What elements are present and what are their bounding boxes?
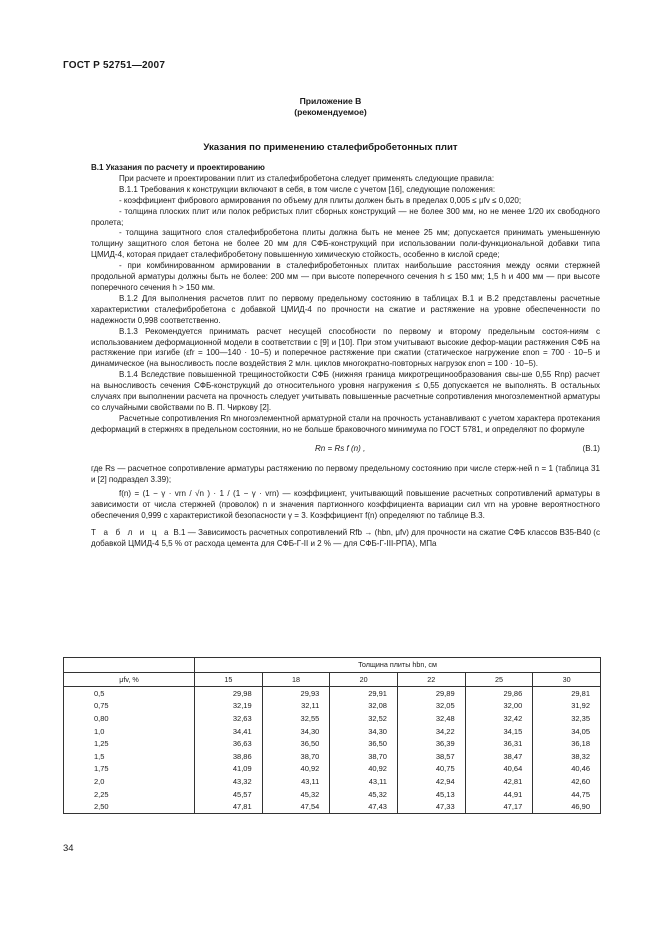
- table-cell: 29,91: [330, 687, 398, 700]
- table-cell: 45,32: [262, 788, 330, 801]
- table-cell: 47,17: [465, 800, 533, 813]
- table-cell: 32,11: [262, 700, 330, 713]
- table-cell: 38,70: [262, 750, 330, 763]
- table-cell: 40,75: [397, 763, 465, 776]
- table-cell: 36,50: [330, 737, 398, 750]
- table-row: [64, 775, 601, 788]
- table-row: [64, 800, 601, 813]
- table-cell: 32,05: [397, 700, 465, 713]
- paragraph-b12: В.1.2 Для выполнения расчетов плит по первому предельному состоянию в таблицах В.1 и В.2 представлены расчетные характеристики сталефибробетона с добавкой ЦМИД-4 по прочности на сжатие и растяжение на уровне обеспеченности по надежности 0,998 соответственно.: [91, 293, 600, 325]
- table-cell: 47,81: [195, 800, 263, 813]
- table-caption: [91, 528, 600, 550]
- table-cell: 32,42: [465, 712, 533, 725]
- table-cell: 42,60: [533, 775, 601, 788]
- table-column-header-row: [64, 672, 601, 687]
- table-cell: 29,86: [465, 687, 533, 700]
- table-cell: 46,90: [533, 800, 601, 813]
- document-header: ГОСТ Р 52751—2007: [63, 60, 166, 71]
- paragraph-b11-d: - при комбинированном армировании в сталефибробетонных плитах наибольшие расстояния между осями стержней продольной арматуры должны быть не более: 200 мм — при высоте поперечного сечения h ≤ 150 мм; 1,5 h и 400 мм — при высоте поперечного сечения h > 150 мм.: [91, 261, 600, 292]
- table-cell: 38,70: [330, 750, 398, 763]
- table-cell: 42,94: [397, 775, 465, 788]
- table-row: [64, 763, 601, 776]
- table-column-header: 22: [397, 672, 465, 687]
- table-cell: 38,32: [533, 750, 601, 763]
- table-row-label: 1,5: [64, 750, 195, 763]
- table-cell: 43,32: [195, 775, 263, 788]
- formula-expression: Rn = Rs f (n) ,: [315, 443, 366, 453]
- table-cell: 36,63: [195, 737, 263, 750]
- table-b1: [63, 657, 601, 814]
- table-row-label: 1,25: [64, 737, 195, 750]
- table-cell: 43,11: [330, 775, 398, 788]
- table-column-header: 15: [195, 672, 263, 687]
- table-cell: 32,48: [397, 712, 465, 725]
- paragraph-rs: Расчетные сопротивления Rn многоэлементной арматурной стали на прочность устанавливают с учетом характера протекания деформаций в стержнях в предельном состоянии, но не больше браковочного минимума по ГОСТ 5781, и определяют по формуле: [91, 413, 600, 434]
- table-cell: 45,13: [397, 788, 465, 801]
- table-corner: [64, 658, 195, 673]
- table-row-label: 2,50: [64, 800, 195, 813]
- table-body: [64, 687, 601, 814]
- paragraph-intro: При расчете и проектировании плит из сталефибробетона следует применять следующие правила:: [119, 173, 495, 183]
- paragraph-b11-b: - толщина плоских плит или полок ребристых плит сборных конструкций — не более 300 мм, но не менее 1/20 их свободного пролета;: [91, 206, 600, 227]
- page-number: 34: [63, 843, 74, 854]
- table-cell: 34,30: [330, 725, 398, 738]
- body-text: [91, 163, 600, 550]
- table-cell: 36,18: [533, 737, 601, 750]
- table-cell: 34,41: [195, 725, 263, 738]
- table-row: [64, 700, 601, 713]
- appendix-subtitle: (рекомендуемое): [294, 107, 367, 117]
- table-column-header: 20: [330, 672, 398, 687]
- table-row-label: 2,0: [64, 775, 195, 788]
- table-cell: 32,52: [330, 712, 398, 725]
- table-row-label: 0,80: [64, 712, 195, 725]
- table-caption-lead: Т а б л и ц а: [91, 528, 172, 538]
- table-row: [64, 737, 601, 750]
- formula-b1: [91, 436, 600, 464]
- table-cell: 43,11: [262, 775, 330, 788]
- table-cell: 36,39: [397, 737, 465, 750]
- table-cell: 38,57: [397, 750, 465, 763]
- table-column-header: 30: [533, 672, 601, 687]
- table-cell: 44,91: [465, 788, 533, 801]
- table-cell: 40,92: [262, 763, 330, 776]
- table-cell: 32,63: [195, 712, 263, 725]
- table-group-header: Толщина плиты hbn, см: [195, 658, 601, 673]
- table-row-label: 1,75: [64, 763, 195, 776]
- paragraph-b11-a: - коэффициент фибрового армирования по объему для плиты должен быть в пределах 0,005 ≤ μfv ≤ 0,020;: [119, 195, 522, 205]
- table-cell: 36,50: [262, 737, 330, 750]
- table-row: [64, 725, 601, 738]
- table-cell: 36,31: [465, 737, 533, 750]
- table-cell: 40,64: [465, 763, 533, 776]
- table-row: [64, 750, 601, 763]
- table-cell: 40,92: [330, 763, 398, 776]
- table-cell: 38,86: [195, 750, 263, 763]
- table-cell: 31,92: [533, 700, 601, 713]
- table-cell: 40,46: [533, 763, 601, 776]
- table-cell: 47,33: [397, 800, 465, 813]
- table-cell: 32,55: [262, 712, 330, 725]
- table-cell: 32,35: [533, 712, 601, 725]
- table-column-header: 18: [262, 672, 330, 687]
- table-cell: 47,54: [262, 800, 330, 813]
- table-caption-text: В.1 — Зависимость расчетных сопротивлений Rfb → (hbn, μfv) для прочности на сжатие СФБ классов В35-В40 (с добавкой ЦМИД-4 5,5 % от расхода цемента для СФБ-Г-II и 2 % — для СФБ-Г-III-РПА), МПа: [91, 528, 600, 549]
- paragraph-b11: В.1.1 Требования к конструкции включают в себя, в том числе с учетом [16], следующие положения:: [119, 184, 496, 194]
- table-cell: 44,75: [533, 788, 601, 801]
- table-row-header: μfv, %: [64, 672, 195, 687]
- table-cell: 29,89: [397, 687, 465, 700]
- paragraph-b14: В.1.4 Вследствие повышенной трещиностойкости СФБ (нижняя граница микротрещинообразования свы-ше 0,55 Rnp) расчет на выносливость сечения СФБ-конструкций до относительного уровня нагружения ≤ 0,55 допускается не выполнять. В остальных случаях при выполнении расчета на прочность следует учитывать повышенные расчетные сопротивления многоэлементной арматуры со случайными свойствами по В. П. Чиркову [2].: [91, 370, 600, 412]
- table-cell: 47,43: [330, 800, 398, 813]
- formula-number: (В.1): [582, 443, 600, 453]
- table-column-header: 25: [465, 672, 533, 687]
- table-row: [64, 788, 601, 801]
- table-cell: 34,05: [533, 725, 601, 738]
- table-cell: 32,08: [330, 700, 398, 713]
- paragraph-b13: В.1.3 Рекомендуется принимать расчет несущей способности по первому и второму предельным состоя-ниям с использованием деформационной модели в соответствии с [9] и [10]. При этом учитывают высокие дефор-мации растяжения СФБ на растяжение при изгибе (εfr = 100—140 · 10−5) и поперечное растяжение при сжатии (статическое нагружение εnon = 700 · 10−5 и динамическое (на выносливость после воздействия 2 млн. циклов многократно-повторных нагрузок εnon = 100 · 10−5).: [91, 326, 600, 369]
- table-cell: 34,22: [397, 725, 465, 738]
- appendix-title: Приложение В: [299, 96, 362, 106]
- table-cell: 29,81: [533, 687, 601, 700]
- table-cell: 45,32: [330, 788, 398, 801]
- table-row-label: 0,75: [64, 700, 195, 713]
- table-cell: 42,81: [465, 775, 533, 788]
- table-row: [64, 712, 601, 725]
- paragraph-fn: f(n) = (1 − γ · vrn / √n ) · 1 / (1 − γ · vrn) — коэффициент, учитывающий повышение расчетных сопротивлений арматуры в зависимости от числа стержней (проволок) n и значения партионного коэффициента вариации сил vrn на уровне вероятностного обеспечения 0,999 с характеристикой безопасности γ = 3. Коэффициент f(n) определяют по таблице В.3.: [91, 489, 600, 521]
- table-cell: 32,00: [465, 700, 533, 713]
- section-heading: В.1 Указания по расчету и проектированию: [91, 163, 265, 172]
- table-cell: 38,47: [465, 750, 533, 763]
- table-cell: 29,93: [262, 687, 330, 700]
- table-cell: 41,09: [195, 763, 263, 776]
- table-cell: 29,98: [195, 687, 263, 700]
- main-title: Указания по применению сталефибробетонных плит: [203, 142, 458, 153]
- table-cell: 45,57: [195, 788, 263, 801]
- table-cell: 32,19: [195, 700, 263, 713]
- table-row-label: 0,5: [64, 687, 195, 700]
- table-row-label: 2,25: [64, 788, 195, 801]
- table-cell: 34,30: [262, 725, 330, 738]
- table-row: [64, 687, 601, 700]
- paragraph-b11-c: - толщина защитного слоя сталефибробетона плиты должна быть не менее 25 мм; допускается принимать уменьшенную толщину защитного слоя бетона не более 20 мм для СФБ-конструкций при использовании поли-функциональной добавки типа ЦМИД-4, которая придает сталефибробетону повышенную химическую стойкость, особенно в кислой среде;: [91, 228, 600, 260]
- paragraph-where: где Rs — расчетное сопротивление арматуры растяжению по первому предельному состоянию при числе стерж-ней n = 1 (таблица 31 и [2] подраздел 3.39);: [91, 463, 600, 484]
- table-cell: 34,15: [465, 725, 533, 738]
- table-row-label: 1,0: [64, 725, 195, 738]
